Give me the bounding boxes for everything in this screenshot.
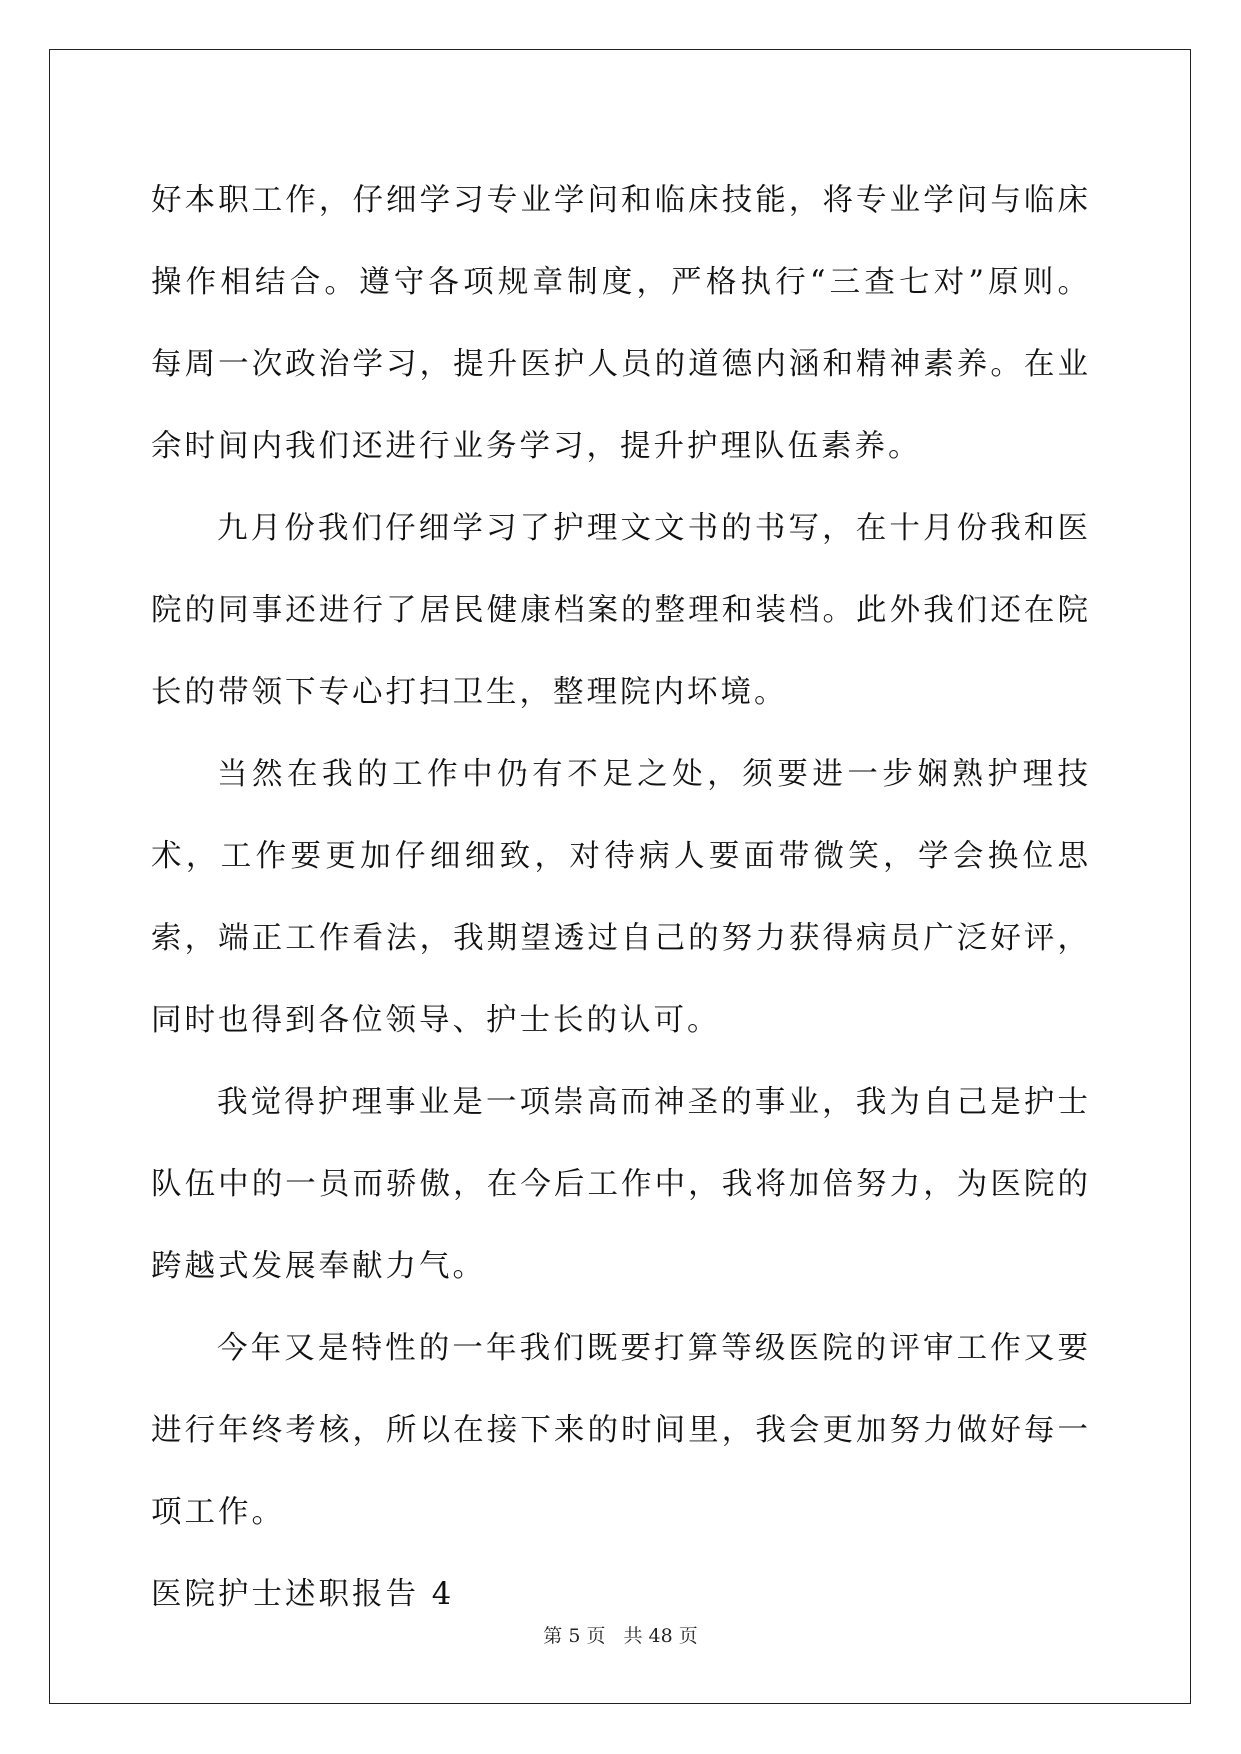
paragraph-4: 我觉得护理事业是一项崇高而神圣的事业，我为自己是护士队伍中的一员而骄傲，在今后工作中，我将加倍努力，为医院的跨越式发展奉献力气。 (151, 1085, 1091, 1284)
document-body (151, 160, 1091, 1636)
paragraph-3: 当然在我的工作中仍有不足之处，须要进一步娴熟护理技术，工作要更加仔细细致，对待病人要面带微笑，学会换位思索，端正工作看法，我期望透过自己的努力获得病员广泛好评，同时也得到各位领导、护士长的认可。 (151, 757, 1091, 1038)
paragraph-2: 九月份我们仔细学习了护理文文书的书写，在十月份我和医院的同事还进行了居民健康档案的整理和装档。此外我们还在院长的带领下专心打扫卫生，整理院内坏境。 (151, 511, 1091, 710)
paragraph-5: 今年又是特性的一年我们既要打算等级医院的评审工作又要进行年终考核，所以在接下来的时间里，我会更加努力做好每一项工作。 (151, 1331, 1091, 1530)
page-number: 第 5 页 (543, 1625, 606, 1647)
page-total: 共 48 页 (623, 1625, 698, 1647)
paragraph-1: 好本职工作，仔细学习专业学问和临床技能，将专业学问与临床操作相结合。遵守各项规章制度，严格执行“三查七对”原则。每周一次政治学习，提升医护人员的道德内涵和精神素养。在业余时间内我们还进行业务学习，提升护理队伍素养。 (151, 183, 1091, 464)
section-heading: 医院护士述职报告 4 (151, 1577, 455, 1612)
page-footer (0, 1621, 1241, 1648)
